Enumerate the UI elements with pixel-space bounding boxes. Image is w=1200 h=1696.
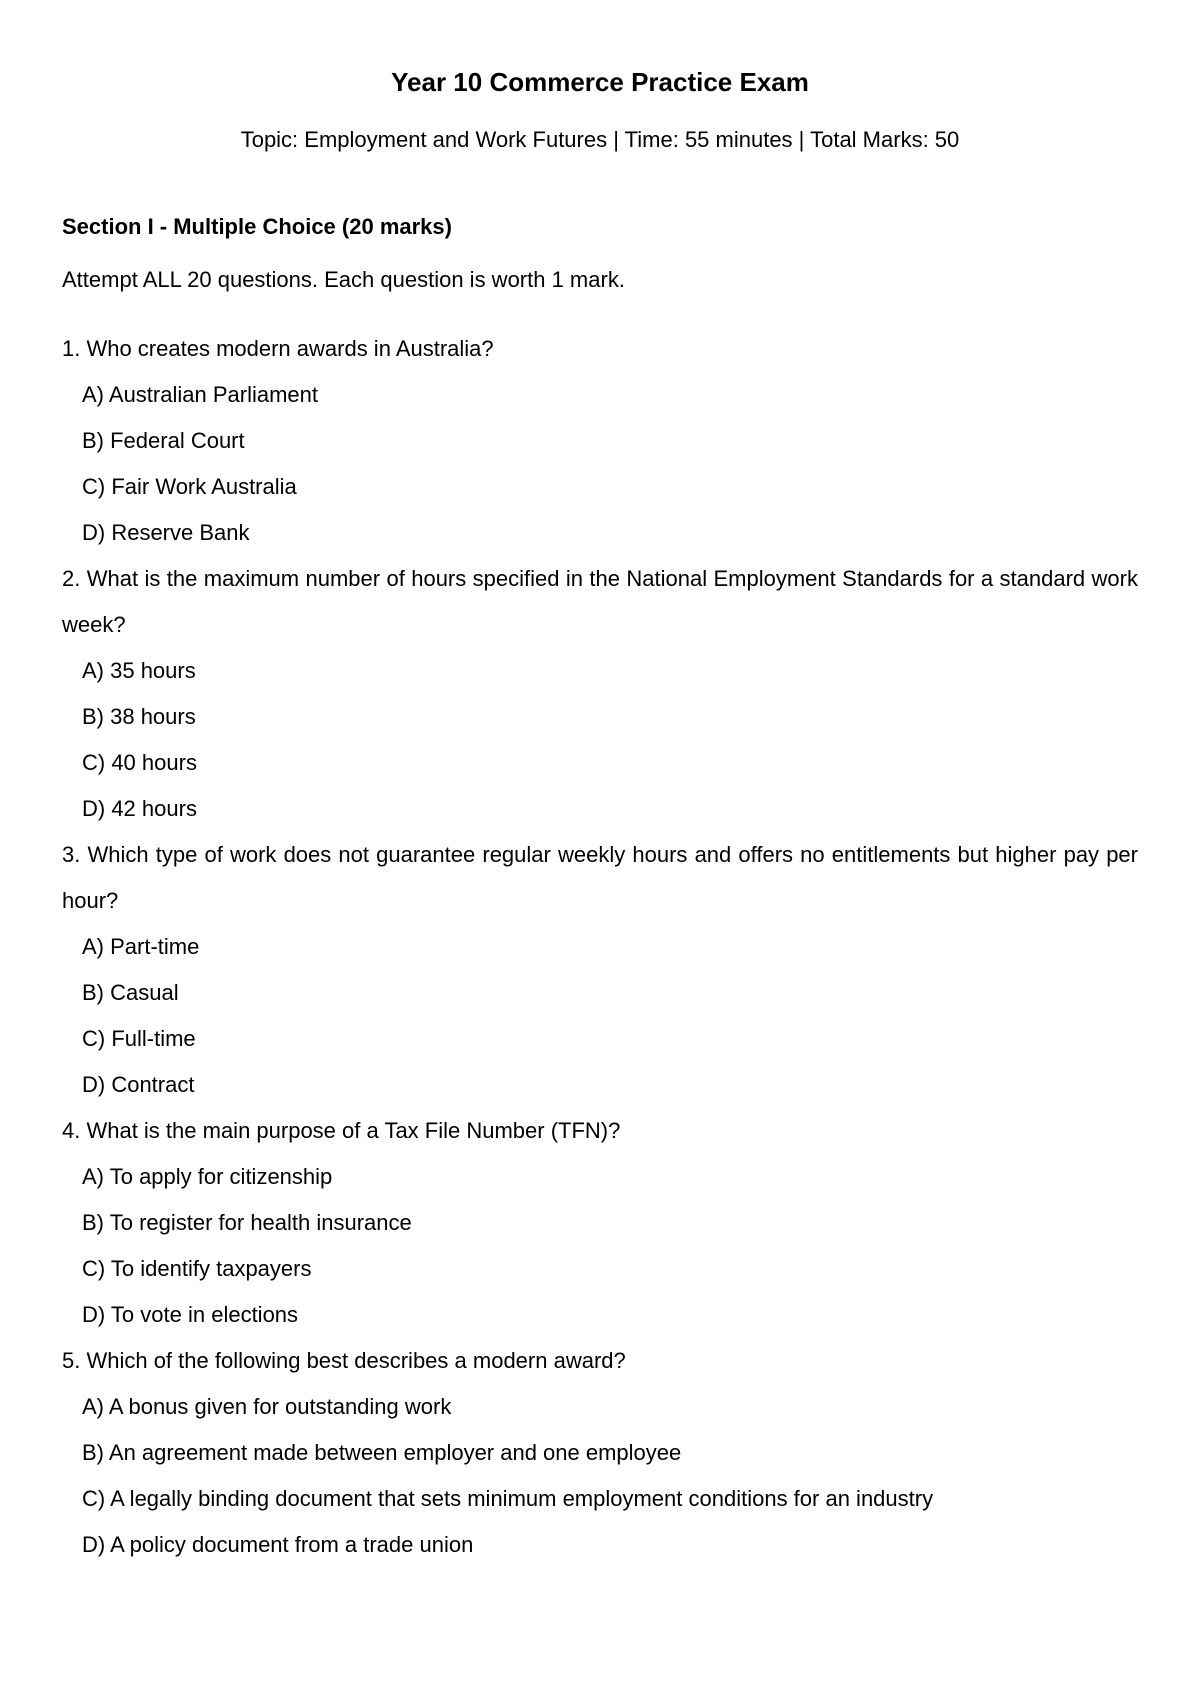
option-a: A) Australian Parliament — [82, 382, 318, 407]
option-b: B) Casual — [82, 980, 179, 1005]
question-3 — [62, 832, 1138, 1108]
section-heading: Section I - Multiple Choice (20 marks) — [62, 214, 452, 239]
option-d: D) To vote in elections — [82, 1302, 299, 1327]
option-c: C) Full-time — [82, 1026, 196, 1051]
option-c: C) 40 hours — [82, 750, 197, 775]
exam-title: Year 10 Commerce Practice Exam — [391, 67, 809, 97]
question-text: 3. Which type of work does not guarantee regular weekly hours and offers no entitlements but higher pay per hour? — [62, 842, 1138, 913]
option-c: C) Fair Work Australia — [82, 474, 297, 499]
section-instructions: Attempt ALL 20 questions. Each question is worth 1 mark. — [62, 267, 625, 292]
option-b: B) An agreement made between employer and one employee — [82, 1440, 682, 1465]
option-b: B) Federal Court — [82, 428, 245, 453]
option-a: A) A bonus given for outstanding work — [82, 1394, 452, 1419]
option-b: B) 38 hours — [82, 704, 196, 729]
question-1 — [62, 326, 1138, 556]
option-d: D) 42 hours — [82, 796, 197, 821]
question-text: 5. Which of the following best describes a modern award? — [62, 1348, 626, 1373]
question-text: 4. What is the main purpose of a Tax File Number (TFN)? — [62, 1118, 621, 1143]
question-list — [62, 326, 1138, 1568]
option-b: B) To register for health insurance — [82, 1210, 412, 1235]
option-d: D) Contract — [82, 1072, 195, 1097]
question-2 — [62, 556, 1138, 832]
option-a: A) Part-time — [82, 934, 200, 959]
option-c: C) A legally binding document that sets minimum employment conditions for an industry — [82, 1486, 934, 1511]
question-4 — [62, 1108, 1138, 1338]
question-5 — [62, 1338, 1138, 1568]
option-a: A) To apply for citizenship — [82, 1164, 333, 1189]
exam-subtitle: Topic: Employment and Work Futures | Time: 55 minutes | Total Marks: 50 — [240, 127, 960, 152]
option-d: D) A policy document from a trade union — [82, 1532, 474, 1557]
option-d: D) Reserve Bank — [82, 520, 250, 545]
question-text: 2. What is the maximum number of hours specified in the National Employment Standards for a standard work week? — [62, 566, 1138, 637]
option-c: C) To identify taxpayers — [82, 1256, 312, 1281]
question-text: 1. Who creates modern awards in Australia? — [62, 336, 494, 361]
option-a: A) 35 hours — [82, 658, 196, 683]
